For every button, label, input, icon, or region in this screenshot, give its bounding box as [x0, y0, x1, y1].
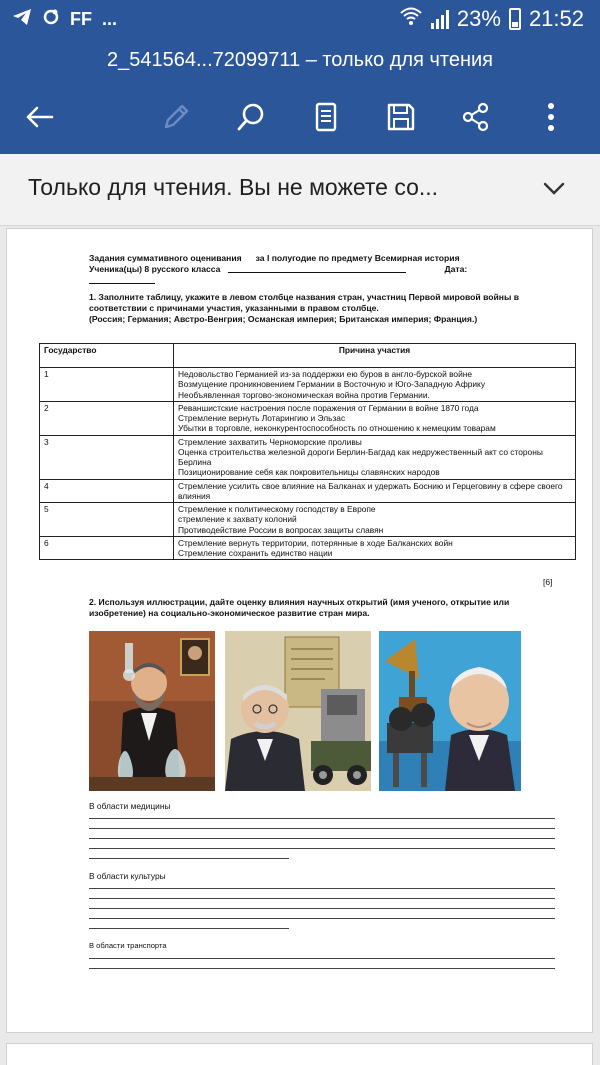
- battery-icon: [509, 8, 521, 30]
- read-only-banner[interactable]: [0, 154, 600, 226]
- table-row: [40, 368, 576, 402]
- notification-icons: [12, 8, 117, 31]
- ff-icon: FF: [70, 9, 92, 29]
- reason-line: Стремление усилить свое влияние на Балканах и удержать Боснию и Герцеговину в сфере своего влияния: [178, 480, 563, 501]
- row-reasons: [174, 435, 576, 479]
- signal-icon: [431, 9, 449, 29]
- col-reason-header: Причина участия: [174, 344, 576, 368]
- table-row: [40, 503, 576, 537]
- col-state-header: Государство: [40, 344, 174, 368]
- save-icon: [384, 100, 418, 134]
- chevron-down-icon[interactable]: [542, 176, 566, 200]
- student-label: Ученика(цы) 8 русского класса: [89, 263, 221, 274]
- share-button[interactable]: [453, 94, 499, 140]
- row-reasons: [174, 368, 576, 402]
- share-icon: [459, 100, 493, 134]
- area-transport-label: В области транспорта: [89, 941, 167, 950]
- app-toolbar: [0, 80, 600, 154]
- row-reasons: [174, 503, 576, 537]
- edit-button[interactable]: [153, 94, 199, 140]
- search-icon: [234, 100, 268, 134]
- table-body: [40, 368, 576, 560]
- task2-text: 2. Используя иллюстрации, дайте оценку влияния научных открытий (имя ученого, открытие или изобретение) на социально-экономическое развитие стран мира.: [89, 597, 510, 619]
- row-reasons: [174, 536, 576, 560]
- area-medicine-label: В области медицины: [89, 801, 171, 811]
- document-header: [89, 253, 579, 325]
- search-button[interactable]: [228, 94, 274, 140]
- reason-line: Стремление вернуть Лотарингию и Эльзас: [178, 413, 346, 423]
- header-title-right: за I полугодие по предмету Всемирная история: [255, 253, 460, 263]
- transport-answer-lines[interactable]: [89, 949, 555, 969]
- reason-line: Позиционирование себя как покровительницы славянских народов: [178, 467, 440, 478]
- row-number[interactable]: 1: [40, 368, 174, 402]
- medicine-answer-lines[interactable]: [89, 809, 555, 859]
- score-label: [6]: [543, 577, 553, 587]
- more-vertical-icon: [534, 100, 568, 134]
- save-button[interactable]: [378, 94, 424, 140]
- task1-countries: (Россия; Германия; Австро-Венгрия; Османская империя; Британская империя; Франция.): [89, 313, 478, 324]
- back-arrow-icon: [22, 100, 56, 134]
- more-notifications: ...: [102, 9, 118, 29]
- more-options-button[interactable]: [528, 94, 574, 140]
- read-only-message: Только для чтения. Вы не можете со...: [28, 174, 439, 200]
- scientist-edison-image: [379, 631, 521, 791]
- reason-line: Необъявленная торгово-экономическая война против Германии.: [178, 389, 430, 400]
- edit-pencil-icon: [159, 100, 193, 134]
- row-reasons: [174, 401, 576, 435]
- scientist-diesel-image: [225, 631, 371, 791]
- illustrations: [89, 631, 521, 793]
- row-number[interactable]: 4: [40, 479, 174, 503]
- table-row: [40, 401, 576, 435]
- reason-line: Противодействие России в вопросах защиты славян: [178, 524, 384, 535]
- reason-line: стремление к захвату колоний: [178, 514, 297, 525]
- reading-view-icon: [309, 100, 343, 134]
- table-row: [40, 435, 576, 479]
- battery-percent: 23%: [456, 6, 501, 31]
- scientist-pasteur-image: [89, 631, 215, 791]
- table-row: [40, 479, 576, 503]
- culture-answer-lines[interactable]: [89, 879, 555, 929]
- participation-table: [39, 343, 576, 560]
- back-button[interactable]: [16, 94, 62, 140]
- task1-text: 1. Заполните таблицу, укажите в левом столбце названия стран, участниц Первой мировой войны в соответствии с причинами участия, указанными в правом столбце.: [89, 292, 520, 314]
- date-blank: [89, 274, 155, 284]
- document-title: 2_541564...72099711 – только для чтения: [0, 40, 600, 80]
- link-icon: [42, 8, 60, 31]
- document-page[interactable]: [6, 228, 593, 1033]
- telegram-icon: [12, 8, 32, 31]
- reason-line: Возмущение проникновением Германии в Восточную и Юго-Западную Африку: [178, 379, 486, 390]
- next-document-page[interactable]: [6, 1043, 593, 1065]
- table-row: [40, 536, 576, 560]
- clock: 21:52: [528, 6, 584, 31]
- wifi-icon: [399, 6, 423, 32]
- row-reasons: [174, 479, 576, 503]
- reason-line: Оценка строительства железной дороги Берлин-Багдад как недружественный акт со стороны Берлина: [178, 446, 543, 467]
- reason-line: Стремление захватить Черноморские проливы: [178, 436, 362, 447]
- header-title-left: Задания суммативного оценивания: [89, 253, 242, 263]
- reason-line: Реваншистские настроения после поражения от Германии в войне 1870 года: [178, 402, 479, 413]
- status-bar: [0, 0, 600, 40]
- reason-line: Убытки в торговле, неконкурентоспособность по отношению к немецким товарам: [178, 423, 496, 434]
- reading-view-button[interactable]: [303, 94, 349, 140]
- reason-line: Стремление сохранить единство нации: [178, 548, 333, 558]
- student-name-blank: [228, 264, 406, 273]
- reason-line: Стремление к политическому господству в Европе: [178, 504, 376, 514]
- row-number[interactable]: 5: [40, 503, 174, 537]
- row-number[interactable]: 2: [40, 401, 174, 435]
- row-number[interactable]: 3: [40, 435, 174, 479]
- reason-line: Недовольство Германией из-за поддержки ею буров в англо-бурской войне: [178, 369, 473, 379]
- row-number[interactable]: 6: [40, 536, 174, 560]
- reason-line: Стремление вернуть территории, потерянные в ходе Балканских войн: [178, 537, 453, 548]
- area-culture-label: В области культуры: [89, 871, 166, 881]
- date-label: Дата:: [444, 263, 468, 274]
